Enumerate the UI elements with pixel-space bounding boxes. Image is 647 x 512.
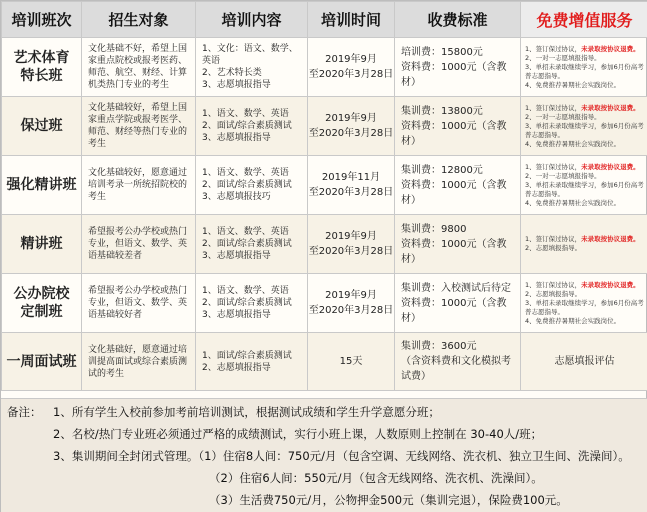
table-row: [2, 97, 647, 156]
service-cell: 1、签订保过协议，未录取按协议退费。 2、志愿填报指导。 3、单招未录取继续学习，参加6月份高考普志愿指导。 4、免费推荐暑期社会实践岗位。: [521, 274, 647, 333]
time-cell: 2019年9月 至2020年3月28日: [308, 38, 395, 97]
time-cell: 2019年9月 至2020年3月28日: [308, 97, 395, 156]
class-name: 精讲班: [2, 215, 82, 274]
table-row: [2, 156, 647, 215]
header-free-services: 免费增值服务: [521, 2, 647, 38]
note-line: 备注： 1、所有学生入校前参加考前培训测试，根据测试成绩和学生升学意愿分班；: [7, 401, 647, 423]
training-table: [1, 1, 647, 391]
service-cell: 1、签订保过协议，未录取按协议退费。 2、一对一志愿填报指导。 3、单招未录取继续学习，参加6月份高考普志愿指导。 4、免费推荐暑期社会实践岗位。: [521, 97, 647, 156]
class-name: 强化精讲班: [2, 156, 82, 215]
notes-section: [1, 398, 647, 512]
content-cell: 1、语文、数学、英语 2、面试/综合素质测试 3、志愿填报指导: [196, 215, 308, 274]
header-target: 招生对象: [82, 2, 196, 38]
time-cell: 2019年9月 至2020年3月28日: [308, 274, 395, 333]
header-class: 培训班次: [2, 2, 82, 38]
fee-cell: 培训费：15800元 资料费：1000元（含教材）: [395, 38, 521, 97]
table-row: [2, 333, 647, 391]
service-cell: 1、签订保过协议，未录取按协议退费。 2、志愿填报指导。: [521, 215, 647, 274]
notes-label: 备注：: [7, 405, 42, 419]
content-cell: 1、语文、数学、英语 2、面试/综合素质测试 3、志愿填报技巧: [196, 156, 308, 215]
table-row: [2, 274, 647, 333]
service-cell: 1、签订保过协议，未录取按协议退费。 2、一对一志愿填报指导。 3、单招未录取继续学习，参加6月份高考普志愿指导。 4、免费推荐暑期社会实践岗位。: [521, 156, 647, 215]
note-line: 3、集训期间全封闭式管理。（1）住宿8人间：750元/月（包含空调、无线网络、洗衣机、独立卫生间、洗澡间）。: [53, 449, 630, 463]
target-cell: 文化基础不好，希望上国家重点院校或报考医药、师范、航空、财经、计算机类热门专业的考生: [82, 38, 196, 97]
time-cell: 2019年9月 至2020年3月28日: [308, 215, 395, 274]
class-name: 艺术体育 特长班: [2, 38, 82, 97]
fee-cell: 集训费：入校测试后待定 资料费：1000元（含教材）: [395, 274, 521, 333]
note-line: （3）生活费750元/月，公物押金500元（集训完退），保险费100元。: [209, 493, 568, 507]
target-cell: 文化基础好，愿意通过培训提高面试或综合素质测试的考生: [82, 333, 196, 391]
content-cell: 1、文化：语文、数学、英语 2、艺术特长类 3、志愿填报指导: [196, 38, 308, 97]
content-cell: 1、语文、数学、英语 2、面试/综合素质测试 3、志愿填报指导: [196, 97, 308, 156]
target-cell: 希望报考公办学校或热门专业，但语文、数学、英语基础较差者: [82, 215, 196, 274]
table-row: [2, 38, 647, 97]
header-row: [2, 2, 647, 38]
content-cell: 1、语文、数学、英语 2、面试/综合素质测试 3、志愿填报指导: [196, 274, 308, 333]
target-cell: 希望报考公办学校或热门专业，但语文、数学、英语基础较好者: [82, 274, 196, 333]
class-name: 公办院校 定制班: [2, 274, 82, 333]
class-name: 保过班: [2, 97, 82, 156]
note-line: 2、名校/热门专业班必须通过严格的成绩测试，实行小班上课，人数原则上控制在 30-40人/班；: [53, 427, 543, 441]
fee-cell: 集训费：9800 资料费：1000元（含教材）: [395, 215, 521, 274]
header-fee: 收费标准: [395, 2, 521, 38]
table-row: [2, 215, 647, 274]
fee-cell: 集训费：12800元 资料费：1000元（含教材）: [395, 156, 521, 215]
target-cell: 文化基础较好，希望上国家重点学院或报考医学、师范、财经等热门专业的考生: [82, 97, 196, 156]
target-cell: 文化基础较好，愿意通过培训考录一所统招院校的考生: [82, 156, 196, 215]
time-cell: 2019年11月 至2020年3月28日: [308, 156, 395, 215]
note-line: （2）住宿6人间：550元/月（包含无线网络、洗衣机、洗澡间）。: [209, 471, 543, 485]
header-time: 培训时间: [308, 2, 395, 38]
header-content: 培训内容: [196, 2, 308, 38]
fee-cell: 集训费：13800元 资料费：1000元（含教材）: [395, 97, 521, 156]
service-cell: 志愿填报评估: [521, 333, 647, 391]
class-name: 一周面试班: [2, 333, 82, 391]
time-cell: 15天: [308, 333, 395, 391]
content-cell: 1、面试/综合素质测试 2、志愿填报指导: [196, 333, 308, 391]
service-cell: 1、签订保过协议，未录取按协议退费。 2、一对一志愿填报指导。 3、单招未录取继续学习，参加6月份高考普志愿指导。 4、免费推荐暑期社会实践岗位。: [521, 38, 647, 97]
fee-cell: 集训费：3600元 （含资料费和文化模拟考试费）: [395, 333, 521, 391]
